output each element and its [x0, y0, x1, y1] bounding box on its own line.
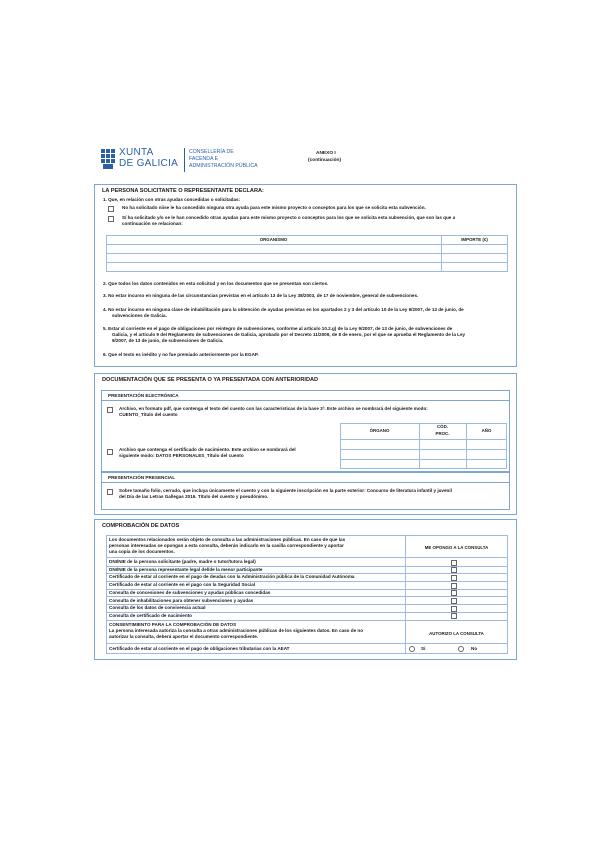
comp-row	[106, 581, 508, 589]
xunta-logo	[100, 146, 190, 174]
organo-row[interactable]	[340, 439, 507, 440]
dept-line2: FACENDA E	[189, 156, 219, 162]
comp-row-label: DNI/NIE de la persona solicitante (padre, madre o tutor/tutora legal)	[109, 559, 256, 564]
consent2: autorizar la consulta, deberá aportar el documento correspondiente.	[109, 634, 259, 639]
doc3-checkbox[interactable]	[107, 489, 113, 495]
logo-line1: XUNTA	[119, 147, 154, 158]
comp-row-checkbox[interactable]	[451, 613, 457, 619]
col-proc: PROC.	[435, 431, 450, 436]
xunta-logo-icon	[100, 148, 116, 170]
documentacion-title: DOCUMENTACIÓN QUE SE PRESENTA O YA PRESENTADA CON ANTERIORIDAD	[102, 377, 319, 383]
declara-opt2-checkbox[interactable]	[108, 216, 114, 222]
si-radio[interactable]	[409, 646, 415, 652]
col-organo: ÓRGANO	[369, 428, 390, 433]
declara-item5c: 9/2007, de 13 de junio, de subvenciones de Galicia.	[112, 338, 224, 343]
aeat-line	[106, 643, 508, 644]
comp-intro2: personas interesadas se opongan a esta consulta, deberán indicarlo en la casilla correspondiente y aportar	[109, 543, 344, 548]
comp-row	[106, 589, 508, 597]
consent-title: CONSENTIMIENTO PARA LA COMPROBACIÓN DE DATOS	[109, 622, 237, 627]
annex-title: ANEXO I	[316, 151, 336, 156]
col-ano: AÑO	[481, 428, 492, 433]
aeat-row: Certificado de estar al corriente en el pago de obligaciones tributarias con la AEAT	[109, 646, 290, 651]
comp-row-label: DNI/NIE de la persona representante legal del/de la menor participante	[109, 566, 263, 572]
dept-line3: ADMINISTRACIÓN PÚBLICA	[189, 163, 258, 169]
col-importe: IMPORTE (€)	[461, 237, 488, 242]
comp-row	[106, 597, 508, 605]
col-cod: CÓD.	[437, 424, 448, 429]
declara-opt1-checkbox[interactable]	[108, 206, 114, 212]
comp-row-checkbox[interactable]	[451, 567, 457, 573]
declara-opt2b: continuación se relacionan:	[122, 221, 183, 226]
logo-divider	[184, 148, 185, 172]
col-autorizo: AUTORIZO LA CONSULTA	[429, 631, 484, 636]
comp-row	[106, 558, 508, 566]
comprobacion-title: COMPROBACIÓN DE DATOS	[102, 523, 180, 529]
doc2a: Archivo que contenga el certificado de nacimiento. Este archivo se nombrará del	[119, 447, 296, 452]
comp-intro3: una copia de los documentos.	[109, 549, 175, 554]
col-oponer: ME OPONGO A LA CONSULTA	[424, 545, 489, 550]
declara-title: LA PERSONA SOLICITANTE O REPRESENTANTE DECLARA:	[102, 188, 264, 194]
comp-row-checkbox[interactable]	[451, 598, 457, 604]
declara-item6: 6. Que el texto es inédito y no fue premiado anteriormente por la EGAP.	[103, 352, 259, 357]
electronica-divider	[101, 400, 509, 401]
comp-row-line	[106, 620, 508, 621]
declara-item1: 1. Que, en relación con otras ayudas concedidas o solicitadas:	[103, 197, 241, 202]
doc1a: Archivo, en formato pdf, que contenga el texto del cuento con las características de la base 3ª. Este archivo se nombrará del siguiente modo:	[119, 406, 428, 411]
comp-row-checkbox[interactable]	[451, 575, 457, 581]
doc2b: siguiente modo: DATOS PERSONALES_Título del cuento	[119, 453, 244, 458]
declara-item4a: 4. No estar incurso en ninguna clase de inhabilitación para la obtención de ayudas previstas en los apartados 2 y 3 del artículo 10 de la Ley 9/2007, de 13 de junio, de	[103, 307, 464, 312]
organo-row[interactable]	[340, 459, 507, 460]
declara-item4b: subvenciones de Galicia.	[112, 313, 167, 318]
doc3a: Sobre tamaño folio, cerrado, que incluya únicamente el cuento y con la siguiente inscripción en la parte exterior: Concurso de literatura infantil y juvenil	[119, 488, 452, 493]
doc1b: CUENTO_Título del cuento	[119, 412, 178, 417]
comp-row-label: Consulta de certificado de nacimiento	[109, 612, 192, 618]
logo-line2: DE GALICIA	[119, 158, 179, 169]
doc2-checkbox[interactable]	[107, 449, 113, 455]
comp-row-label: Consulta de los datos de convivencia actual	[109, 605, 206, 611]
no-radio[interactable]	[458, 646, 464, 652]
col-organismo: ORGANISMO	[259, 237, 288, 242]
declara-item5b: Galicia, y el artículo 9 del Reglamento de subvenciones de Galicia, aprobado por el Decreto 11/2009, de 8 de enero, por el que se aprueba el Reglamento de la Ley	[112, 332, 466, 337]
organismo-row[interactable]	[106, 244, 508, 245]
comp-row	[106, 573, 508, 581]
comp-row	[106, 612, 508, 620]
annex-subtitle: (continuación)	[308, 158, 342, 163]
comp-row-label: Certificado de estar al corriente en el pago de deudas con la Administración pública de la Comunidad Autónoma	[109, 574, 355, 580]
comp-row	[106, 604, 508, 612]
electronica-title: PRESENTACIÓN ELECTRÓNICA	[108, 393, 179, 398]
comp-row-label: Consulta de inhabilitaciones para obtener subvenciones y ayudas	[109, 597, 254, 603]
doc1-checkbox[interactable]	[107, 407, 113, 413]
declara-item3: 3. No estar incurso en ninguna de las circunstancias previstas en el artículo 13 de la Ley 38/2003, de 17 de noviembre, general de subvenciones.	[103, 293, 419, 298]
organismo-row[interactable]	[106, 262, 508, 263]
organo-col-divider	[466, 423, 467, 469]
comp-row-checkbox[interactable]	[451, 583, 457, 589]
comp-row-label: Consulta de concesiones de subvenciones y ayudas públicas concedidas	[109, 589, 271, 595]
no-label: No	[471, 646, 478, 651]
comp-row	[106, 566, 508, 574]
organismo-row[interactable]	[106, 253, 508, 254]
si-label: Sí	[421, 646, 426, 651]
presencial-divider	[101, 482, 509, 483]
comp-row-label: Certificado de estar al corriente en el pago con la Seguridad Social	[109, 582, 256, 588]
doc3b: del Día de las Letras Gallegas 2016. Título del cuento y pseudónimo.	[119, 494, 269, 499]
dept-line1: CONSELLERÍA DE	[189, 149, 234, 155]
comp-row-checkbox[interactable]	[451, 560, 457, 566]
comp-row-checkbox[interactable]	[451, 590, 457, 596]
organo-row[interactable]	[340, 449, 507, 450]
organo-col-divider	[419, 423, 420, 469]
declara-item2: 2. Que todos los datos contenidos en esta solicitud y en los documentos que se presentan son ciertos.	[103, 281, 329, 286]
comp-intro1: Los documentos relacionados serán objeto de consulta a las administraciones públicas. En caso de que las	[109, 537, 346, 542]
declara-opt1: No ha solicitado niise le ha concedido ninguna otra ayuda para este mismo proyecto o conceptos para los que se solicita esta subvención.	[122, 205, 426, 210]
declara-item5a: 5. Estar al corriente en el pago de obligaciones por reintegro de subvenciones, conforme al artículo 10.2.g) de la Ley 9/2007, de 13 de junio, de subvenciones de	[103, 326, 453, 331]
presencial-title: PRESENTACIÓN PRESENCIAL	[108, 475, 176, 480]
comp-row-checkbox[interactable]	[451, 606, 457, 612]
declara-opt2a: Sí ha solicitado y/o se le han concedido otras ayudas para este mismo proyecto o conceptos para los que se solicita esta subvención, que son las que a	[122, 215, 456, 220]
consent1: La persona interesada autoriza la consulta a otras administraciones públicas de los siguientes datos. En caso de no	[109, 628, 364, 633]
